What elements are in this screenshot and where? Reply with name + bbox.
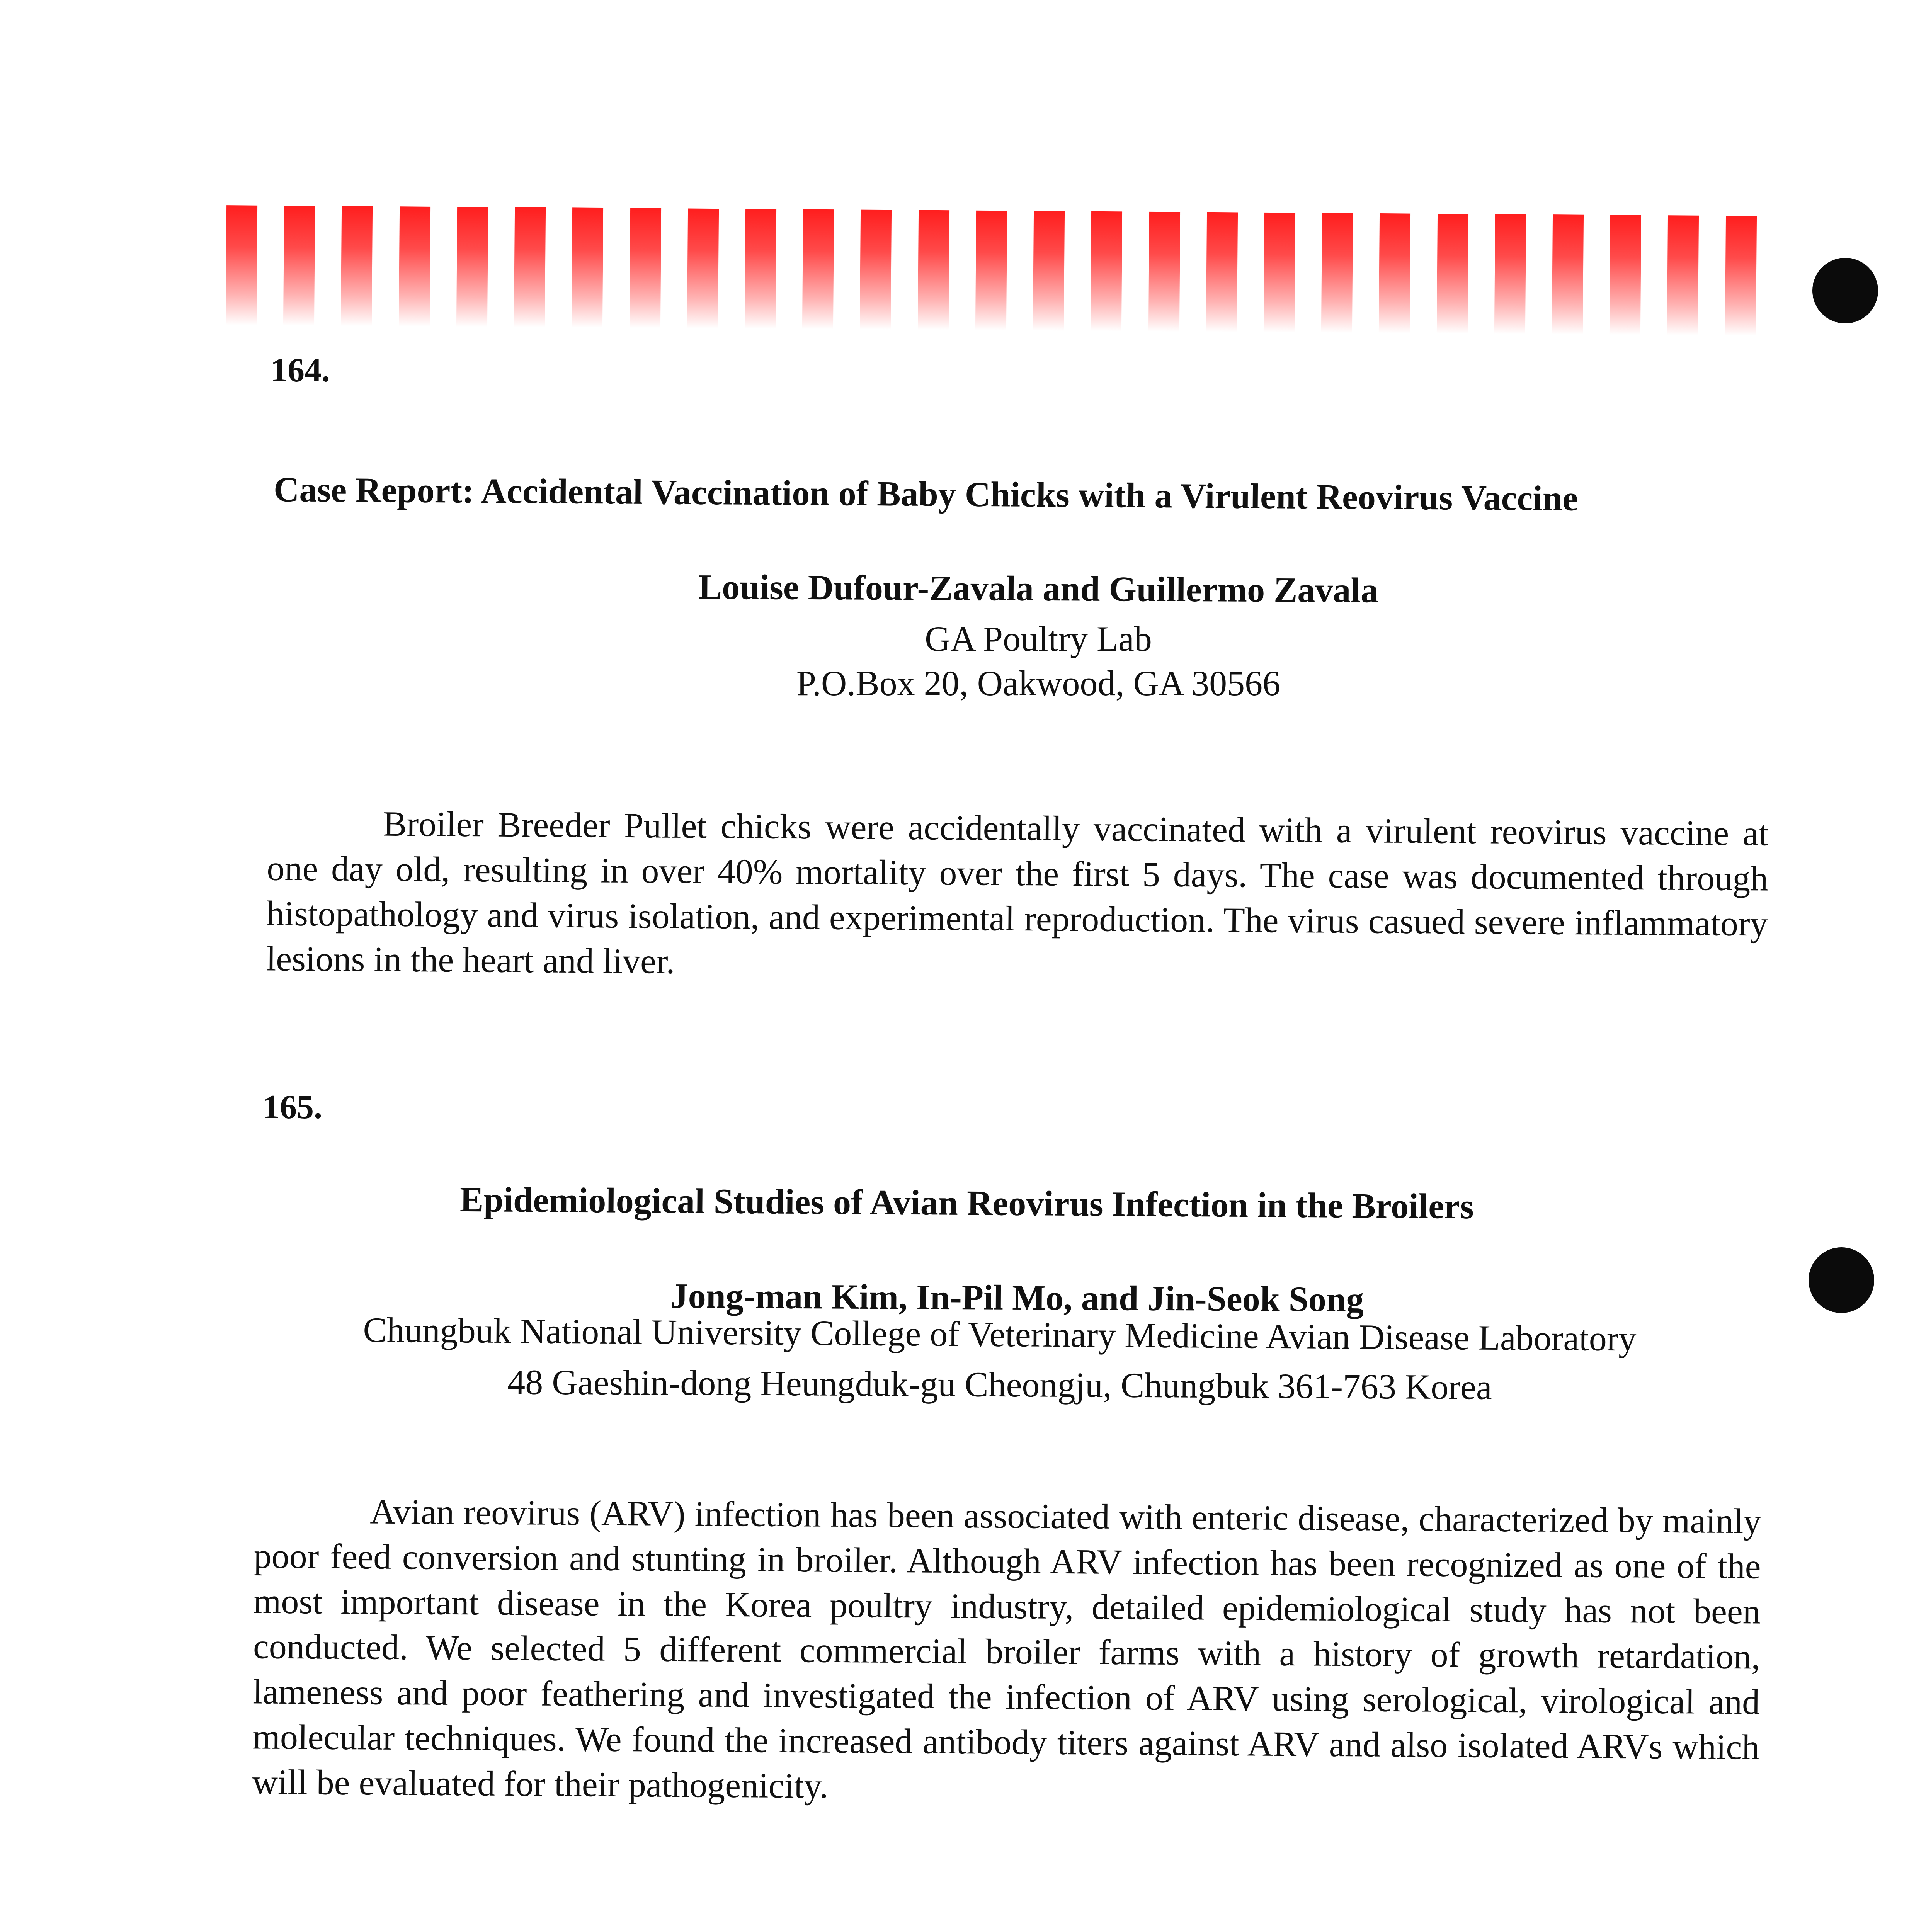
red-stripe-block bbox=[687, 209, 719, 329]
red-stripe-block bbox=[1725, 216, 1757, 336]
red-stripe-block bbox=[283, 206, 315, 326]
red-stripe-block bbox=[1264, 213, 1295, 333]
red-stripe-block bbox=[1379, 213, 1410, 333]
red-stripe-block bbox=[399, 206, 430, 327]
red-stripe-block bbox=[1033, 211, 1065, 331]
red-stripe-block bbox=[918, 210, 949, 330]
red-stripe-block bbox=[572, 207, 603, 328]
red-stripe-block bbox=[514, 207, 546, 327]
affiliation-line: 48 Gaeshin-dong Heungduk-gu Cheongju, Chungbuk 361-763 Korea bbox=[507, 1362, 1492, 1407]
red-stripe-block bbox=[1494, 214, 1526, 334]
abstract-title: Case Report: Accidental Vaccination of Baby Chicks with a Virulent Reovirus Vaccine bbox=[273, 469, 1579, 518]
red-stripe-block bbox=[456, 207, 488, 327]
red-stripe-block bbox=[226, 205, 257, 325]
red-stripe-block bbox=[1206, 212, 1238, 332]
red-stripe-block bbox=[1436, 214, 1468, 334]
abstract-authors: Jong-man Kim, In-Pil Mo, and Jin-Seok Song bbox=[670, 1276, 1364, 1319]
red-stripe-block bbox=[975, 211, 1007, 331]
red-stripe-block bbox=[802, 209, 834, 330]
red-stripe-block bbox=[860, 210, 892, 330]
abstract-body: Broiler Breeder Pullet chicks were accidentally vaccinated with a virulent reovirus vaccine at one day old, resulting in over 40% mortality over the first 5 days. The case was documented through histopathology and virus isolation, and experimental reproduction. The virus casued severe inflammatory lesions in the heart and liver. bbox=[266, 804, 1769, 981]
red-stripe-block bbox=[745, 209, 776, 329]
abstract-title: Epidemiological Studies of Avian Reovirus Infection in the Broilers bbox=[459, 1179, 1474, 1226]
abstract-number: 165. bbox=[263, 1088, 322, 1126]
red-stripe-block bbox=[341, 206, 373, 326]
red-stripe-block bbox=[1552, 214, 1584, 335]
binder-punch-hole-top bbox=[1812, 258, 1878, 323]
affiliation-line: GA Poultry Lab bbox=[925, 619, 1152, 658]
red-stripe-block bbox=[1321, 213, 1353, 333]
affiliation-line: Chungbuk National University College of Veterinary Medicine Avian Disease Laboratory bbox=[363, 1310, 1637, 1359]
abstract-authors: Louise Dufour-Zavala and Guillermo Zavala bbox=[698, 567, 1379, 610]
affiliation-line: P.O.Box 20, Oakwood, GA 30566 bbox=[796, 663, 1281, 703]
red-stripe-block bbox=[629, 208, 661, 328]
abstract-body: Avian reovirus (ARV) infection has been associated with enteric disease, characterized by mainly poor feed conversion and stunting in broiler. Although ARV infection has been recognized as one of the most important disease in the Korea poultry industry, detailed epidemiological study has not been conducted. We selected 5 different commercial broiler farms with a history of growth retardation, lameness and poor feathering and investigated the infection of ARV using serological, virological and molecular techniques. We found the increased antibody titers against ARV and also isolated ARVs which will be evaluated for their pathogenicity. bbox=[252, 1492, 1761, 1806]
decorative-red-stripe-header bbox=[226, 205, 1757, 336]
abstract-number: 164. bbox=[271, 352, 330, 389]
red-stripe-block bbox=[1610, 215, 1641, 335]
red-stripe-block bbox=[1667, 215, 1699, 335]
red-stripe-block bbox=[1148, 212, 1180, 332]
red-stripe-block bbox=[1091, 211, 1122, 332]
